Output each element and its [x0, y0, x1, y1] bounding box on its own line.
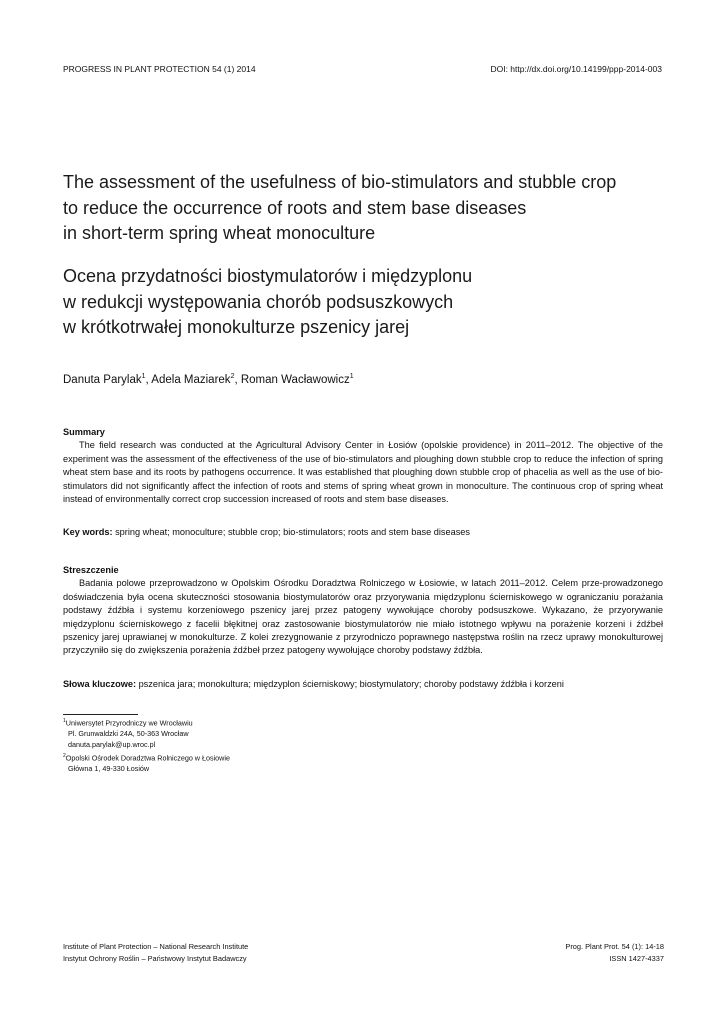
footer-institute-pl: Instytut Ochrony Roślin – Państwowy Instytut Badawczy: [63, 953, 247, 963]
streszczenie-text: Badania polowe przeprowadzono w Opolskim Ośrodku Doradztwa Rolniczego w Łosiowie, w latach 2011–2012. Celem prze-prowadzonego doświadczenia była ocena skuteczności stosowania biostymulatorów oraz przyorywania międzyplonu ścierniskowego w ograniczaniu porażania podstawy źdźbła i systemu korzeniowego pszenicy jarej przez patogeny wywołujące choroby podsuszkowe. Wykazano, że przyorywanie międzyplonu ścierniskowego z facelii błękitnej oraz zastosowanie biostymulatorów nie miało istotnego wpływu na porażenie korzeni i źdźbeł pszenicy jarej uprawianej w monokulturze. Z kolei zrezygnowanie z przyrodniczo poprawnego następstwa roślin na rzecz uprawy monokulturowej przyczyniło się do zwiększenia porażenia źdźbeł przez patogeny wywołujące choroby podstawy źdźbła.: [63, 578, 663, 656]
slowa-kluczowe: [63, 679, 663, 689]
summary-heading: Summary: [63, 427, 105, 437]
streszczenie-heading: Streszczenie: [63, 565, 119, 575]
author-affiliation: 2: [230, 373, 235, 380]
title-pl-line: w redukcji występowania chorób podsuszkowych: [63, 291, 454, 312]
summary-section: [63, 426, 663, 506]
footnote-marker: 1: [63, 718, 66, 724]
keywords-text: spring wheat; monoculture; stubble crop; bio-stimulators; roots and stem base diseases: [112, 527, 471, 537]
author-affiliation: 1: [141, 373, 146, 380]
title-en-line: in short-term spring wheat monoculture: [63, 223, 376, 243]
slowa-kluczowe-label: Słowa kluczowe:: [63, 679, 137, 689]
title-en-line: The assessment of the usefulness of bio-stimulators and stubble crop: [63, 172, 617, 192]
footer-citation: [565, 941, 664, 964]
footnotes: [63, 716, 230, 775]
affiliation-2-address: Główna 1, 49-330 Łosiów: [68, 763, 150, 773]
footnote-divider: [63, 714, 138, 715]
streszczenie-section: [63, 564, 663, 658]
keywords: [63, 527, 663, 537]
slowa-kluczowe-text: pszenica jara; monokultura; międzyplon ścierniskowy; biostymulatory; choroby podstawy źdźbła i korzeni: [136, 679, 564, 689]
affiliation-1: Uniwersytet Przyrodniczy we Wrocławiu: [65, 718, 193, 728]
affiliation-2: Opolski Ośrodek Doradztwa Rolniczego w Łosiowie: [65, 753, 230, 763]
doi-header: DOI: http://dx.doi.org/10.14199/ppp-2014-003: [490, 64, 662, 74]
journal-header: PROGRESS IN PLANT PROTECTION 54 (1) 2014: [63, 64, 256, 74]
footer-institute: [63, 941, 248, 964]
title-polish: [63, 264, 663, 341]
affiliation-1-address: Pl. Grunwaldzki 24A, 50-363 Wrocław: [68, 729, 189, 739]
author-affiliation: 1: [349, 373, 354, 380]
author-name: Danuta Parylak: [63, 373, 142, 386]
footer-issn: ISSN 1427-4337: [609, 953, 664, 963]
affiliation-1-email[interactable]: danuta.parylak@up.wroc.pl: [68, 739, 156, 749]
keywords-label: Key words:: [63, 527, 113, 537]
title-en-line: to reduce the occurrence of roots and stem base diseases: [63, 197, 527, 218]
authors: Danuta Parylak$^1$, Adela Maziarek$^2$, Roman Wacławowicz$^1$: [63, 373, 354, 386]
author-name: Roman Wacławowicz: [240, 373, 350, 386]
footer-institute-en: Institute of Plant Protection – National Research Institute: [63, 942, 249, 951]
title-pl-line: w krótkotrwałej monokulturze pszenicy jarej: [63, 317, 410, 337]
summary-text: The field research was conducted at the Agricultural Advisory Center in Łosiów (opolskie providence) in 2011–2012. The objective of the experiment was the assessment of the effectiveness of the use of bio-stimulators and ploughing down stubble crop to reduce the infection of spring wheat stem base and its roots by pathogens occurrence. It was established that ploughing down stubble crop of phacelia as well as the use of bio-stimulators did not significantly affect the infection of roots and stems of spring wheat grown in monoculture. The continuous crop of spring wheat instead of environmentally correct crop succession increased of roots and stem base diseases.: [63, 440, 663, 505]
footnote-marker: 2: [63, 752, 66, 759]
footer-citation-ref: Prog. Plant Prot. 54 (1): 14-18: [565, 942, 664, 951]
title-english: [63, 170, 663, 247]
title-pl-line: Ocena przydatności biostymulatorów i międzyplonu: [63, 266, 473, 286]
author-name: Adela Maziarek: [151, 373, 231, 386]
